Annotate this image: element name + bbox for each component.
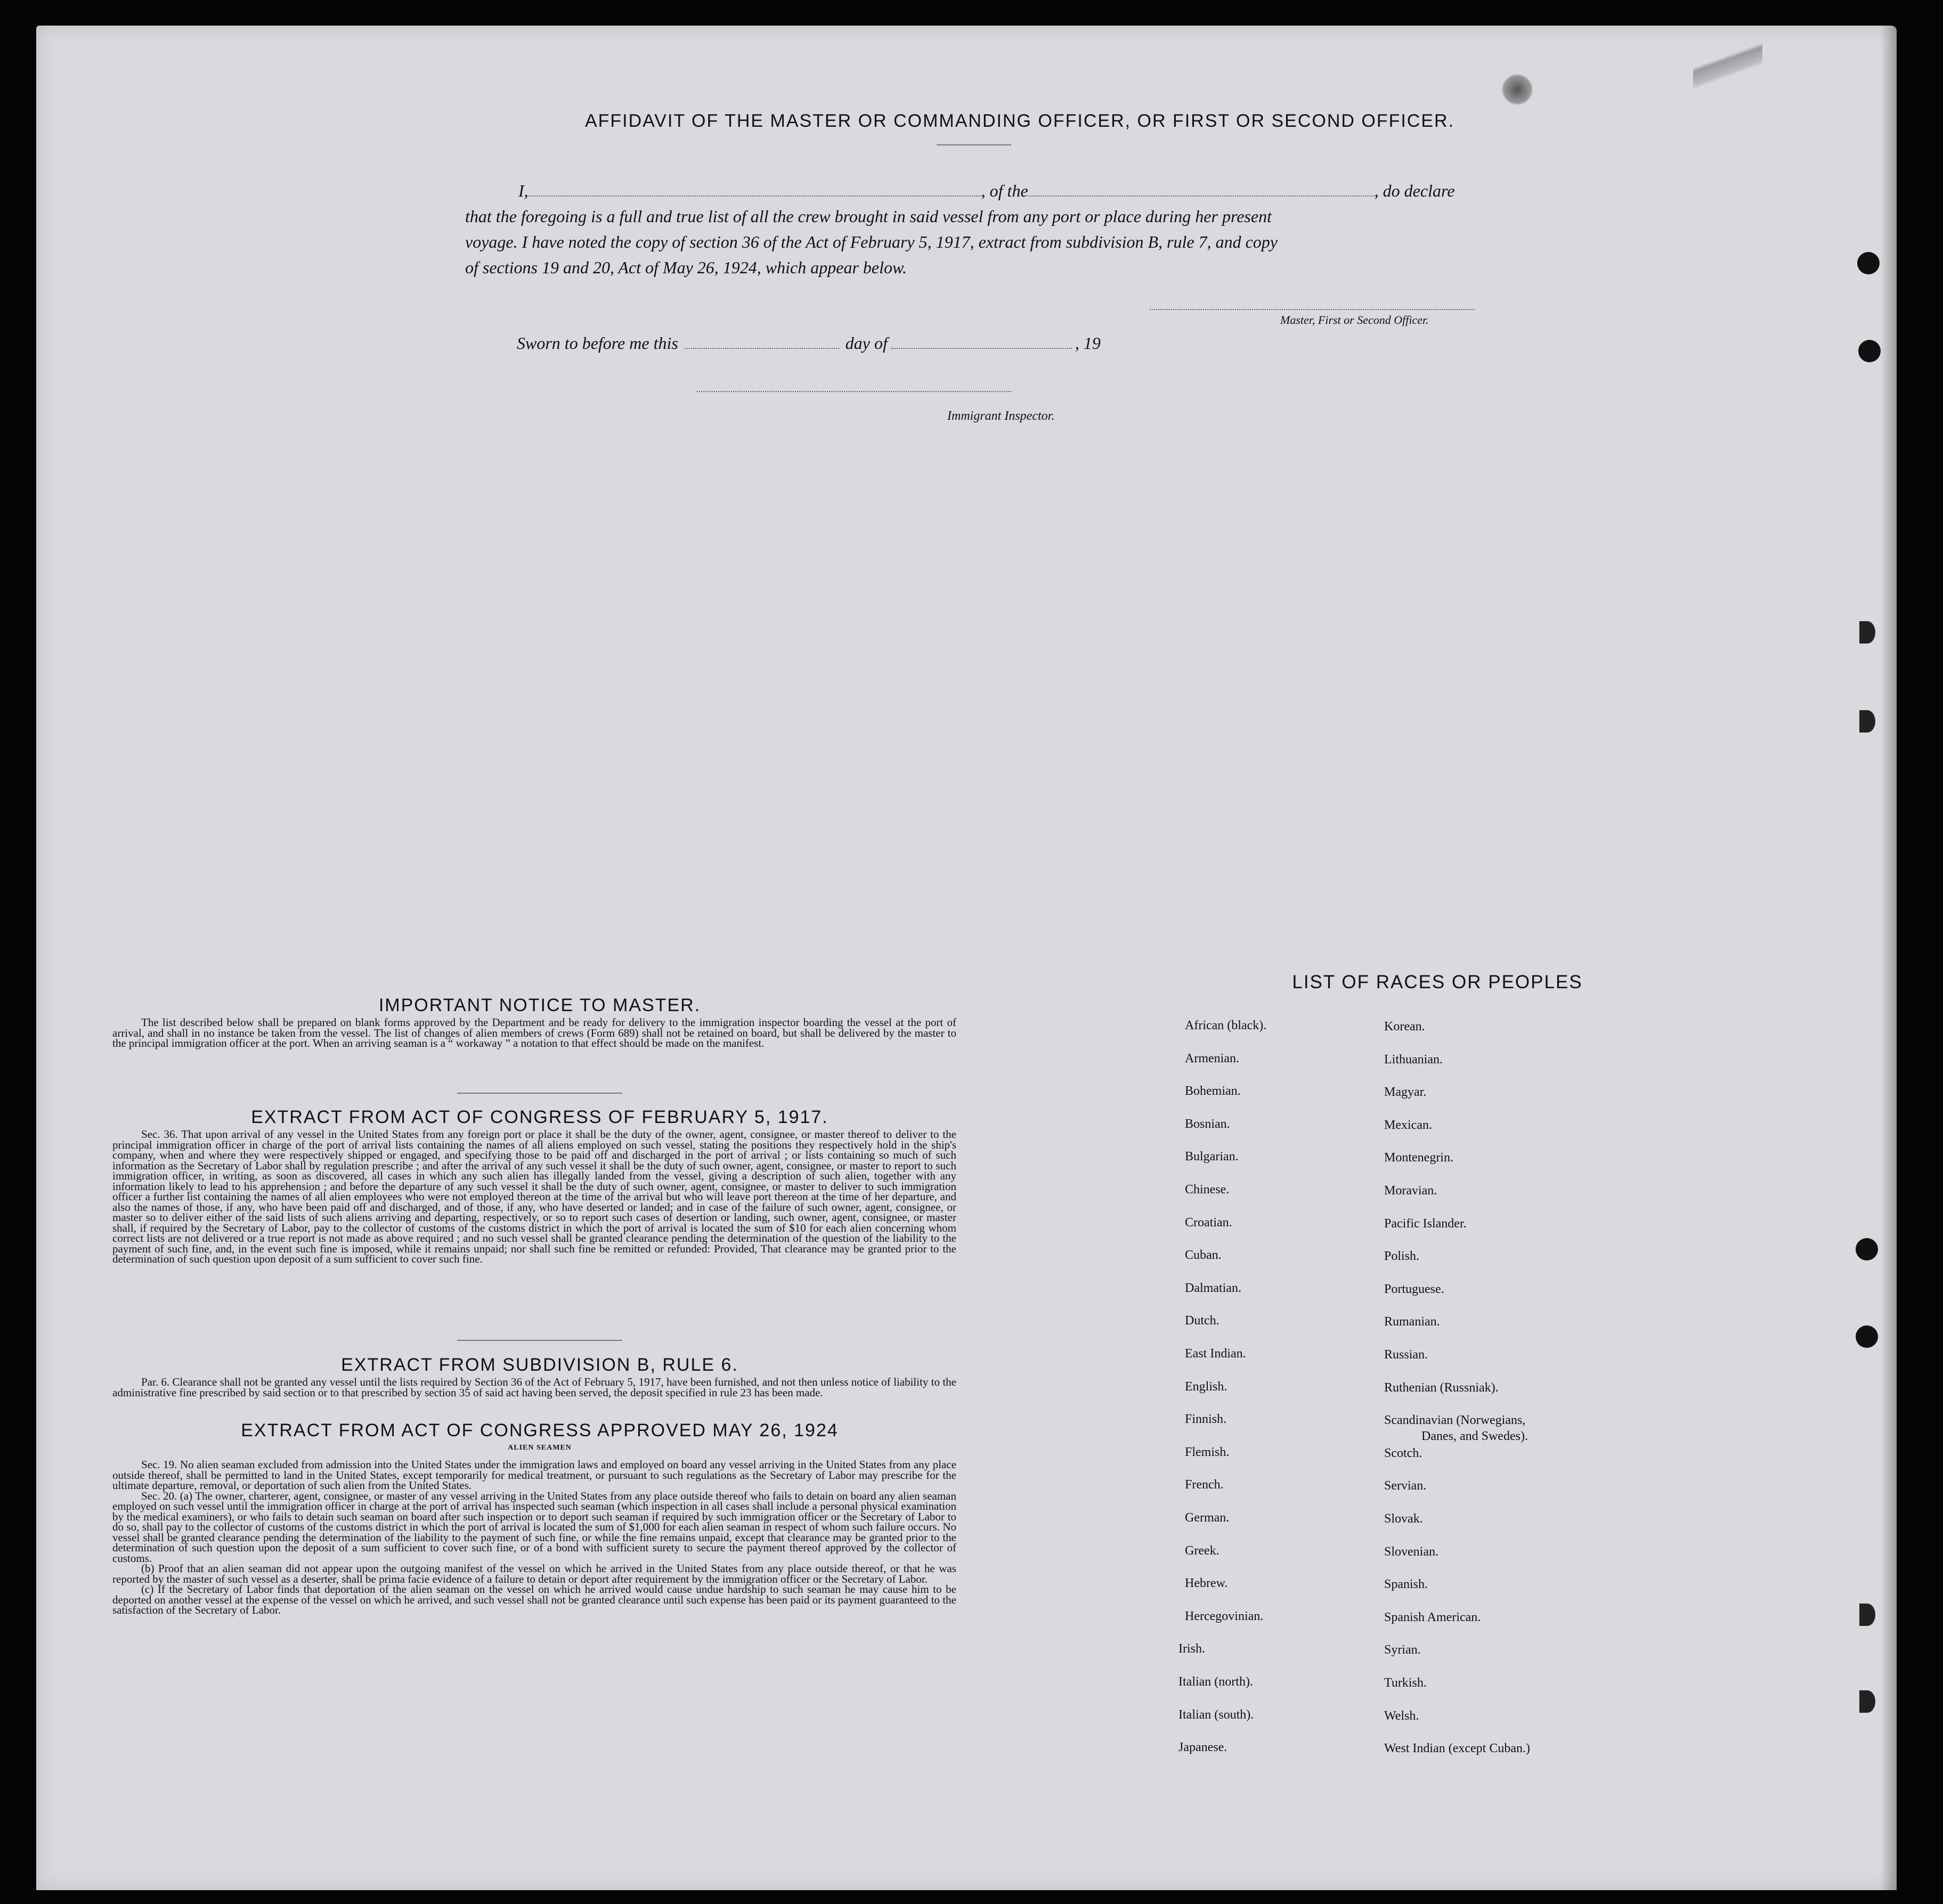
affidavit-line1 xyxy=(465,178,1563,204)
extract-rule6-text xyxy=(112,1377,956,1398)
race-item: Bohemian. xyxy=(1185,1084,1241,1099)
race-item: Irish. xyxy=(1178,1642,1205,1656)
race-item: Hercegovinian. xyxy=(1185,1609,1264,1623)
race-item: West Indian (except Cuban.) xyxy=(1384,1742,1530,1756)
inspector-label: Immigrant Inspector. xyxy=(947,409,1055,423)
sec-20b-paragraph: (b) Proof that an alien seaman did not appear upon the outgoing manifest of the vessel on which he arrived in the United States from any place outside thereof, or that he was reported by the master of such vessel as a deserter, shall be prima facie evidence of a failure to detain or deport after requirement by the immigration officer or the Secretary of Labor. xyxy=(112,1562,956,1585)
race-item: Finnish. xyxy=(1185,1412,1227,1427)
race-item: Bosnian. xyxy=(1185,1117,1230,1131)
race-item: Armenian. xyxy=(1185,1051,1239,1065)
notice-paragraph: The list described below shall be prepared on blank forms approved by the Department and be ready for delivery to the immigration inspector boarding the vessel at the port of arrival, and shall in no instance be taken from the vessel. The list of changes of alien members of crews (Form 689) shall not be retained on board, but shall be delivered by the master to the principal immigration officer at the port. When an arriving seaman is a “ workaway ” a notation to that effect should be made on the manifest. xyxy=(112,1016,956,1049)
race-item: Croatian. xyxy=(1185,1215,1232,1230)
paper-tear-mark xyxy=(1693,32,1762,96)
binding-hole xyxy=(1856,1325,1878,1348)
race-item: Cuban. xyxy=(1185,1248,1222,1263)
race-item: Chinese. xyxy=(1185,1183,1230,1197)
race-item: Syrian. xyxy=(1384,1643,1421,1657)
race-item: Ruthenian (Russniak). xyxy=(1384,1380,1499,1395)
sworn-year: , 19 xyxy=(1075,333,1101,353)
race-item: Italian (south). xyxy=(1178,1707,1254,1722)
race-item: Scandinavian (Norwegians, xyxy=(1384,1413,1526,1428)
race-item: Mexican. xyxy=(1384,1118,1432,1132)
race-item: Portuguese. xyxy=(1384,1282,1444,1296)
race-item: Dalmatian. xyxy=(1185,1281,1241,1295)
par-6-paragraph: Par. 6. Clearance shall not be granted any vessel until the lists required by Section 36 of the Act of February 5, 1917, have been furnished, and not then unless notice of liability to the administrative fine prescribed by said section or to that prescribed by section 35 of said act having been served, the deposit specified in rule 23 has been made. xyxy=(112,1376,956,1399)
affidavit-title: AFFIDAVIT OF THE MASTER OR COMMANDING OFFICER, OR FIRST OR SECOND OFFICER. xyxy=(584,111,1455,131)
race-item: Turkish. xyxy=(1384,1676,1427,1690)
vessel-field-line xyxy=(1028,193,1375,197)
affidavit-line3: voyage. I have noted the copy of section 36 of the Act of February 5, 1917, extract from subdivision B, rule 7, and copy xyxy=(465,232,1278,251)
races-right-column xyxy=(1384,1020,1682,1808)
extract-1924-title: EXTRACT FROM ACT OF CONGRESS APPROVED MAY 26, 1924 xyxy=(241,1420,839,1441)
race-item: Dutch. xyxy=(1185,1314,1220,1328)
sec-19-paragraph: Sec. 19. No alien seaman excluded from admission into the United States under the immigration laws and employed on board any vessel arriving in the United States from any place outside thereof, shall be permitted to land in the United States, except temporarily for medical treatment, or pursuant to such regulations as the Secretary of Labor may prescribe for the ultimate departure, removal, or deportation of such alien from the United States. xyxy=(112,1458,956,1492)
race-item: Slovak. xyxy=(1384,1512,1423,1526)
race-item: Flemish. xyxy=(1185,1445,1230,1459)
race-item: Montenegrin. xyxy=(1384,1151,1453,1165)
race-item: Magyar. xyxy=(1384,1085,1427,1100)
race-item: East Indian. xyxy=(1185,1347,1246,1361)
affidavit-title-rule xyxy=(937,144,1011,145)
races-left-column xyxy=(1178,1019,1395,1807)
race-item: Lithuanian. xyxy=(1384,1052,1443,1067)
notice-title: IMPORTANT NOTICE TO MASTER. xyxy=(378,995,701,1015)
binding-hole xyxy=(1859,1690,1875,1713)
race-item: Hebrew. xyxy=(1185,1576,1228,1591)
alien-seamen-subtitle: ALIEN SEAMEN xyxy=(508,1444,572,1452)
sec-36-paragraph: Sec. 36. That upon arrival of any vessel in the United States from any foreign port or place it shall be the duty of the owner, agent, consignee, or master thereof to deliver to the principal immigration officer in charge of the port of arrival lists containing the names of all aliens employed on such vessel, stating the positions they respectively hold in the ship's company, when and where they were respectively shipped or engaged, and specifying those to be paid off and discharged in the port of arrival ; or lists containing so much of such information as the Secretary of Labor shall by regulation prescribe ; and after the arrival of any such vessel it shall be the duty of such owner, agent, consignee, or master to report to such immigration officer, in writing, as soon as discovered, all cases in which any such alien has illegally landed from the vessel, giving a description of such alien, together with any information likely to lead to his apprehension ; and before the departure of any such vessel it shall be the duty of such owner, agent, consignee, or master to deliver to such immigration officer a further list containing the names of all alien employees who were not employed thereon at the time of the arrival but who will leave port thereon at the time of her departure, and also the names of those, if any, who have been paid off and discharged, and of those, if any, who have deserted or landed; and in case of the failure of such owner, agent, consignee, or master so to deliver either of the said lists of such aliens arriving and departing, respectively, or so to report such cases of desertion or landing, such owner, agent, consignee, or master shall, if required by the Secretary of Labor, pay to the collector of customs of the customs district in which the port of arrival is located the sum of $10 for each alien concerning whom correct lists are not delivered or a true report is not made as above required ; and no such vessel shall be granted clearance pending the determination of the question of the liability to the payment of such fine, and, in the event such fine is imposed, while it remains unpaid; nor shall such fine be remitted or refunded: Provided, That clearance may be granted prior to the determination of such question upon deposit of a sum sufficient to cover such fine. xyxy=(112,1128,956,1265)
binding-hole xyxy=(1856,1238,1878,1260)
race-item: Japanese. xyxy=(1178,1740,1227,1755)
notice-rule xyxy=(457,1093,622,1094)
extract-rule6-title: EXTRACT FROM SUBDIVISION B, RULE 6. xyxy=(341,1355,738,1375)
sworn-day-line xyxy=(685,346,839,349)
race-item: Greek. xyxy=(1185,1543,1220,1558)
extract-1917-rule xyxy=(457,1340,622,1341)
race-item: Scotch. xyxy=(1384,1446,1422,1460)
race-item: Pacific Islander. xyxy=(1384,1216,1467,1231)
race-item: Welsh. xyxy=(1384,1708,1419,1723)
race-item: Bulgarian. xyxy=(1185,1150,1239,1164)
race-item: Spanish American. xyxy=(1384,1610,1481,1624)
affidavit-line4: of sections 19 and 20, Act of May 26, 1924, which appear below. xyxy=(465,258,907,277)
race-item: African (black). xyxy=(1185,1019,1267,1032)
affidavit-line2: that the foregoing is a full and true list of all the crew brought in said vessel from any port or place during her present xyxy=(465,207,1272,226)
extract-1917-title: EXTRACT FROM ACT OF CONGRESS OF FEBRUARY 5, 1917. xyxy=(251,1107,828,1127)
binding-hole xyxy=(1859,621,1875,644)
race-item: Spanish. xyxy=(1384,1577,1428,1592)
affidavit-do-declare: , do declare xyxy=(1374,181,1455,200)
race-item: Italian (north). xyxy=(1178,1675,1253,1689)
document-page xyxy=(36,26,1897,1890)
race-item: Servian. xyxy=(1384,1479,1427,1493)
race-item: Danes, and Swedes). xyxy=(1421,1429,1528,1444)
sec-20a-paragraph: Sec. 20. (a) The owner, charterer, agent, consignee, or master of any vessel arriving in the United States from any place outside thereof who fails to detain on board any alien seaman employed on such vessel until the immigration officer in charge at the port of arrival has inspected such seaman (which inspection in all cases shall include a personal physical examination by the medical examiners), or who fails to detain such seaman on board after such inspection or to deport such seaman if required by such immigration officer or the Secretary of Labor to do so, shall pay to the collector of customs of the customs district in which the port of arrival is located the sum of $1,000 for each alien seaman in respect of whom such failure occurs. No vessel shall be granted clearance pending the determination of the liability to the payment of such fine, or while the fine remains unpaid, except that clearance may be granted prior to the determination of such question upon the deposit of a sum sufficient to cover such fine, or of a bond with sufficient surety to secure the payment thereof approved by the collector of customs. xyxy=(112,1489,956,1565)
binding-hole xyxy=(1858,340,1881,362)
master-signature-label: Master, First or Second Officer. xyxy=(1280,313,1429,327)
sworn-start: Sworn to before me this xyxy=(517,333,678,353)
paper-damage-mark xyxy=(1501,74,1533,105)
race-item: Russian. xyxy=(1384,1348,1428,1362)
notice-text xyxy=(112,1018,956,1049)
sworn-line xyxy=(517,333,1101,353)
race-item: English. xyxy=(1185,1379,1227,1394)
name-field-line xyxy=(529,193,981,197)
sec-20c-paragraph: (c) If the Secretary of Labor finds that deportation of the alien seaman on the vessel on which he arrived would cause undue hardship to such seaman he may cause him to be deported on another vessel at the expense of the vessel on which he arrived, and such vessel shall not be granted clearance until such expense has been paid or its payment guaranteed to the satisfaction of the Secretary of Labor. xyxy=(112,1583,956,1616)
race-item: Moravian. xyxy=(1384,1184,1437,1198)
sworn-month-line xyxy=(891,346,1072,349)
inspector-signature-line xyxy=(697,391,1011,392)
race-item: Polish. xyxy=(1384,1249,1420,1264)
sworn-day-of: day of xyxy=(845,333,888,353)
race-item: Rumanian. xyxy=(1384,1315,1440,1329)
affidavit-body xyxy=(465,178,1563,280)
affidavit-of-the: , of the xyxy=(981,181,1028,200)
race-item: Korean. xyxy=(1384,1020,1425,1034)
binding-hole xyxy=(1859,710,1875,733)
affidavit-i: I, xyxy=(518,181,529,200)
races-title: LIST OF RACES OR PEOPLES xyxy=(1292,972,1583,992)
master-signature-line xyxy=(1150,309,1475,310)
race-item: French. xyxy=(1185,1478,1224,1492)
binding-hole xyxy=(1859,1604,1875,1626)
race-item: Slovenian. xyxy=(1384,1544,1438,1559)
extract-1917-text xyxy=(112,1129,956,1265)
binding-hole xyxy=(1857,252,1880,274)
extract-1924-text xyxy=(112,1460,956,1616)
race-item: German. xyxy=(1185,1511,1230,1525)
